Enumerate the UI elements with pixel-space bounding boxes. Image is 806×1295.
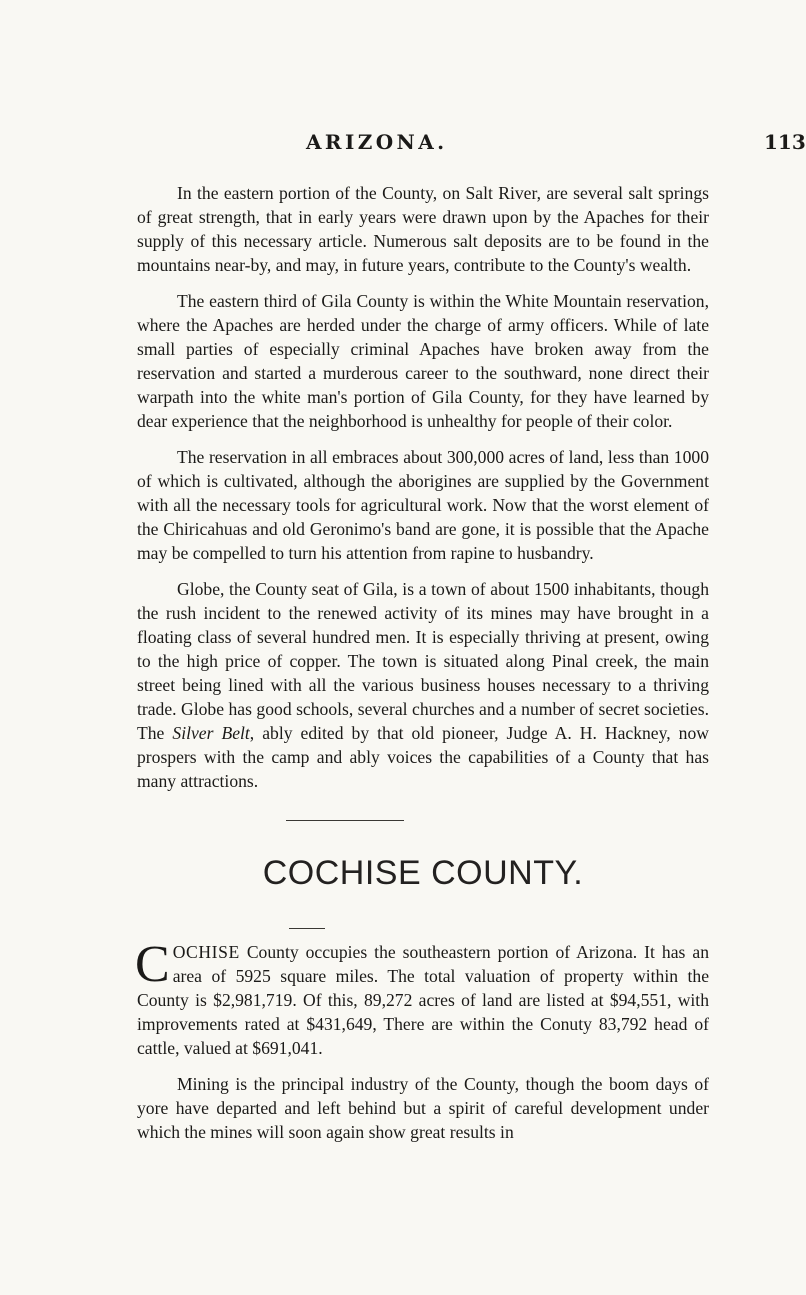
cochise-overview-text: County occupies the southeastern portion of Arizona. It has an area of 5925 square miles. The total valuation of property within the County is $2,981,719. Of this, 89,272 acres of land are listed at $94,551, with improvements rated at $431,649, There are within the Conuty 83,792 head of cattle, valued at $691,041. [137,942,709,1058]
cochise-county-text [135,936,709,1144]
paragraph-reservation: The reservation in all embraces about 300,000 acres of land, less than 1000 of which is cultivated, although the aborigines are supplied by the Government with all the necessary tools for agricultural work. Now that the worst element of the Chiricahuas and old Geronimo's band are gone, it is possible that the Apache may be compelled to turn his attention from rapine to husbandry. [137,447,709,563]
paragraph-salt-springs: In the eastern portion of the County, on Salt River, are several salt springs of great strength, that in early years were drawn upon by the Apaches for their supply of this necessary article. Numerous salt deposits are to be found in the mountains near-by, and may, in future years, contribute to the County's wealth. [137,183,709,275]
section-rule-bottom [289,928,325,929]
paragraph-globe [137,577,709,793]
page-number: 113 [764,130,806,154]
section-title: COCHISE COUNTY. [262,854,584,892]
globe-text-part-2: , ably edited by that old pioneer, Judge A. H. Hackney, now prospers with the camp and ably voices the capabilities of a County that has many attractions. [137,723,709,791]
drop-cap: C [135,936,170,993]
section-rule-top [286,820,404,821]
first-word: OCHISE [172,942,240,962]
paragraph-mining: Mining is the principal industry of the County, though the boom days of yore have departed and left behind but a spirit of careful development under which the mines will soon again show great results in [137,1074,709,1142]
page-header [306,130,806,160]
paragraph-cochise-overview [135,936,709,1060]
globe-text-part-1: Globe, the County seat of Gila, is a town of about 1500 inhabitants, though the rush incident to the renewed activity of its mines may have brought in a floating class of several hundred men. It is especially thriving at present, owing to the high price of copper. The town is situated along Pinal creek, the main street being lined with all the various business houses necessary to a thriving trade. Globe has good schools, several churches and a number of secret societies. The [137,579,709,743]
paragraph-white-mountain: The eastern third of Gila County is within the White Mountain reservation, where the Apaches are herded under the charge of army officers. While of late small parties of especially criminal Apaches have broken away from the reservation and started a murderous career to the southward, none direct their warpath into the white man's portion of Gila County, for they have learned by dear experience that the neighborhood is unhealthy for people of their color. [137,291,709,431]
newspaper-title: Silver Belt [172,723,250,743]
gila-county-text [137,181,709,793]
running-head: ARIZONA. [306,130,448,154]
